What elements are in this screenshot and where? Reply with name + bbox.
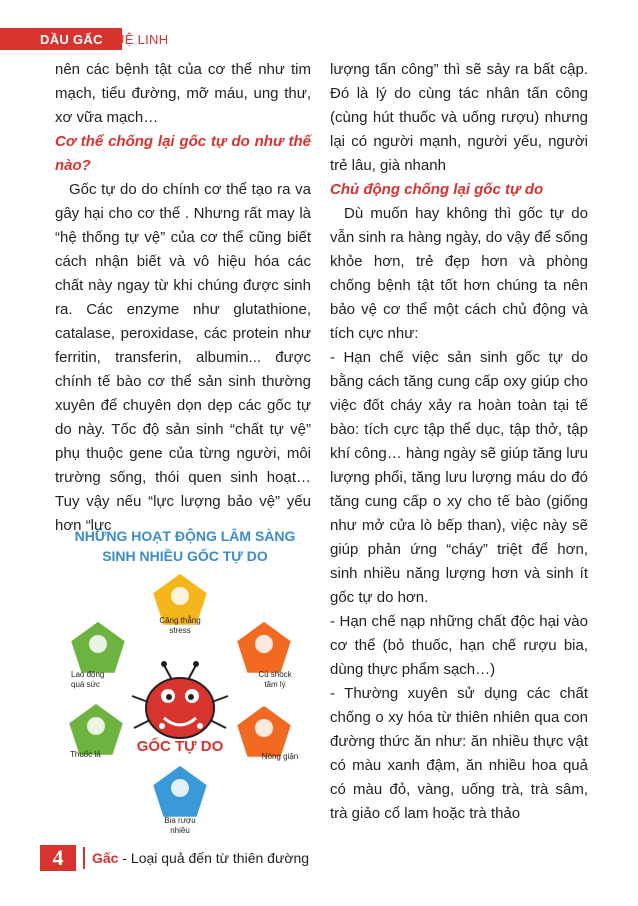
right-column — [330, 58, 588, 826]
header-brand: DẦU GẤC — [40, 32, 103, 47]
overwork-worker-icon-glyph — [89, 635, 107, 653]
infographic-title-line1: NHỮNG HOẠT ĐỘNG LÂM SÀNG — [74, 528, 296, 544]
item-anger-label: Nóng giận — [261, 752, 299, 761]
beer-glasses-icon-glyph — [171, 779, 189, 797]
left-column — [55, 58, 311, 538]
free-radical-infographic — [60, 520, 310, 840]
footer-separator — [83, 847, 85, 869]
footer-brand: Gấc — [92, 850, 119, 866]
footer-subtitle: - Loại quả đến từ thiên đường — [122, 850, 310, 866]
item-shock-label: Cú shock tâm lý — [258, 670, 292, 689]
header-sub: TUỆ LINH — [106, 32, 169, 47]
item-smoking-label: Thuốc lá — [70, 750, 101, 759]
footer-text — [92, 850, 309, 866]
right-bullet-2: - Hạn chế nạp những chất độc hại vào cơ thể (bỏ thuốc, hạn chế rượu bia, dùng thực phẩm sạch…) — [330, 613, 588, 678]
infographic-center-label: GỐC TỰ DO — [136, 738, 224, 755]
page-number: 4 — [40, 845, 76, 871]
page-footer — [0, 845, 638, 873]
stress-head-icon-glyph — [171, 587, 189, 605]
right-paragraph: Dù muốn hay không thì gốc tự do vẫn sinh ra hàng ngày, do vậy để sống khỏe hơn, trẻ đẹp hơn và phòng chống bệnh tật tốt hơn chúng ta nên bảo vệ cơ thể một cách chủ động và tích cực như: — [330, 205, 588, 342]
page-header — [0, 28, 638, 50]
item-overwork-label: Lao động quá sức — [71, 670, 105, 689]
item-stress-label: Căng thẳng stress — [159, 616, 201, 635]
lightning-shock-icon-glyph — [255, 635, 273, 653]
left-intro: nên các bệnh tật của cơ thể như tim mạch, tiểu đường, mỡ máu, ung thư, xơ vữa mạch… — [55, 61, 311, 126]
header-text — [40, 32, 168, 47]
infographic-title-line2: SINH NHIỀU GỐC TỰ DO — [102, 548, 268, 564]
item-alcohol-label: Bia rượu nhiều — [164, 816, 196, 835]
right-heading: Chủ động chống lại gốc tự do — [330, 181, 544, 198]
left-paragraph: Gốc tự do do chính cơ thể tạo ra va gây hại cho cơ thể . Nhưng rất may là “hệ thống tự vệ” của cơ thể cũng biết cách nhận biết và vô hiệu hóa các chất này ngay từ khi chúng được sinh ra. Các enzyme như glutathione, catalase, peroxidase, các protein như ferritin, transferin, albumin... được chính tế bào cơ thể sản sinh thường xuyên để chuyên dọn dẹp các gốc tự do này. Tốc độ sản sinh “chất tự vệ” phụ thuộc gene của từng người, môi trường sống, thói quen sinh hoạt…Tuy vậy nếu “lực lượng bảo vệ” yếu hơn “lực — [55, 181, 311, 534]
fire-icon-glyph — [255, 719, 273, 737]
right-bullet-1: - Hạn chế việc sản sinh gốc tự do bằng cách tăng cung cấp oxy giúp cho việc đốt cháy xảy ra hoàn toàn tại tế bào: tích cực tập thể dục, tập thở, tập khí công… hàng ngày sẽ giúp tăng lưu lượng phổi, tăng lưu lượng máu do đó tăng cung cấp o xy cho tế bào (giống như mở cửa lò bếp than), việc này sẽ giúp phản ứng “cháy” triệt để hơn, sinh nhiều năng lượng hơn và sinh ít gốc tự do hơn. — [330, 349, 588, 606]
right-bullet-3: - Thường xuyên sử dụng các chất chống o xy hóa từ thiên nhiên qua con đường thức ăn như: ăn nhiều thực vật có màu xanh đậm, ăn nhiều hoa quả có màu đỏ, vàng, uống trà, trà sâm, trà giảo cổ lam hoặc trà thảo — [330, 685, 588, 822]
left-heading: Cơ thể chống lại gốc tự do như thế nào? — [55, 133, 311, 174]
free-radical-bug-icon — [132, 661, 228, 738]
right-continuation: lượng tấn công” thì sẽ sảy ra bất cập. Đó là lý do cùng tác nhân tấn công (cùng hút thuốc và uống rượu) nhưng lại có người mạnh, người yếu, người trẻ lâu, già nhanh — [330, 61, 588, 174]
cigarette-icon-glyph — [87, 717, 105, 735]
